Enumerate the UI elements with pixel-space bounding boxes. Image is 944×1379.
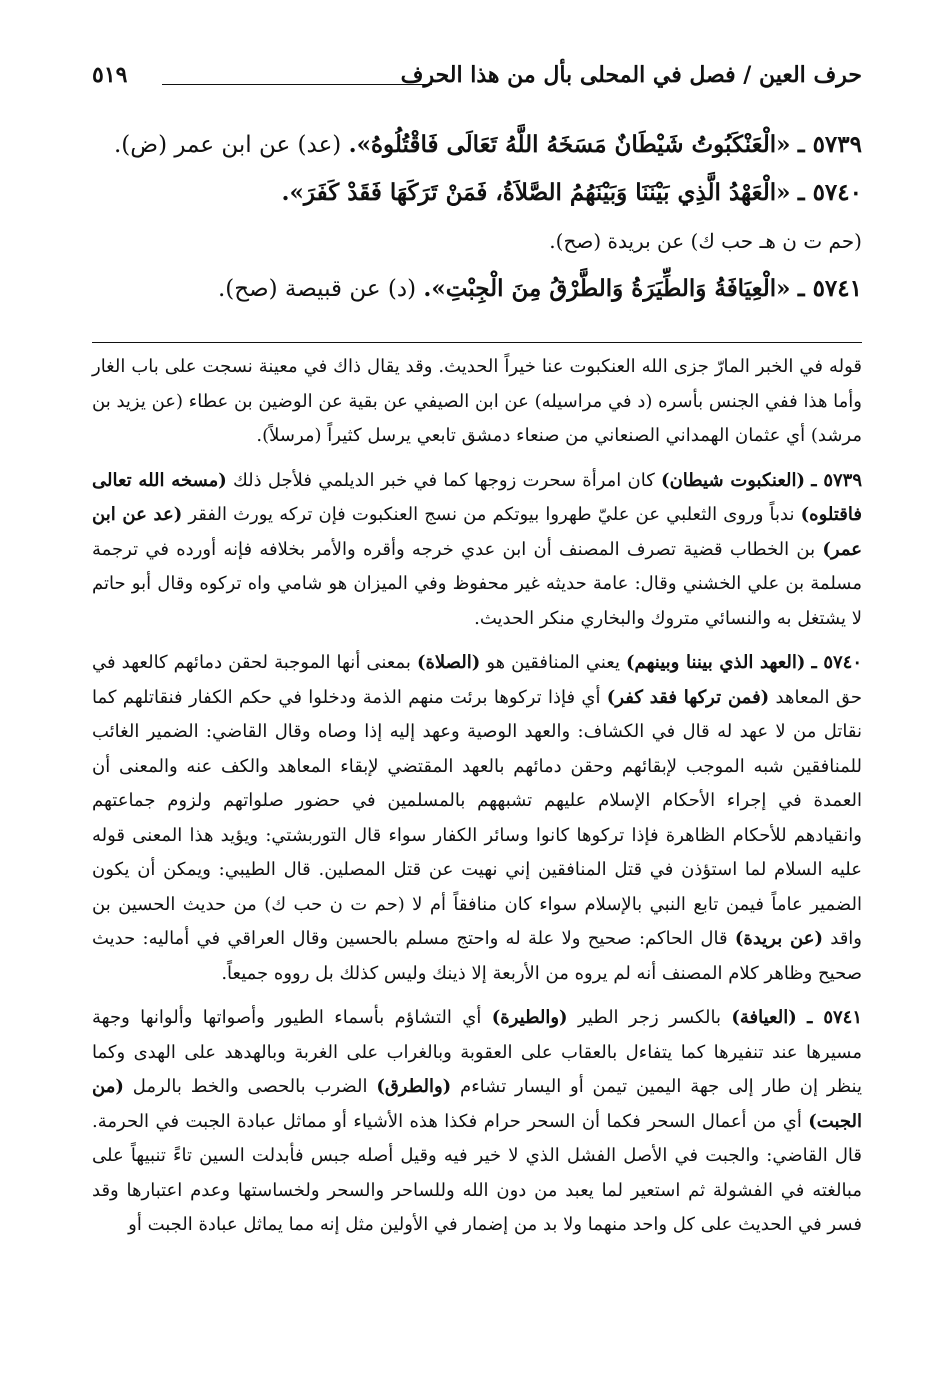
hadith-5740 — [92, 178, 862, 208]
commentary-number: ٥٧٤٠ ـ — [811, 652, 862, 673]
commentary-number: ٥٧٣٩ ـ — [811, 469, 862, 491]
commentary-5740 — [92, 646, 862, 991]
running-header — [92, 62, 862, 102]
hadith-number: ٥٧٤٠ ـ — [797, 179, 862, 206]
footnote-divider — [92, 342, 862, 343]
hadith-number: ٥٧٤١ ـ — [797, 275, 862, 302]
lemma: (العيافة) — [731, 1007, 797, 1028]
commentary-5741 — [92, 1001, 862, 1243]
header-title: حرف العين / فصل في المحلى بأل من هذا الحرف — [400, 62, 862, 88]
hadith-5740-source-line — [92, 226, 862, 256]
source-ref: (عن بريدة) — [734, 928, 823, 949]
source-ref: (عد عن ابن عمر) — [92, 504, 862, 560]
hadith-5741 — [92, 274, 862, 304]
commentary-text: أي من أعمال السحر فكما أن السحر حرام فكذا هذه الأشياء أو مماثل عبادة الجبت في الحرمة. قال القاضي: والجبت في الأصل الفشل الذي لا خير فيه وقيل أصله جبس فأبدلت السين تاءً تنبيهاً على مبالغته في الفشولة ثم استعير لما يعبد من دون الله وللساحر والسحر ولخساستها وعدم اعتبارها وقد فسر في الحديث على كل واحد منهما ولا بد من إضمار في الأولين مثل إنه مما يماثل عبادة الجبت أو — [92, 1110, 862, 1235]
lemma: (فمن تركها فقد كفر) — [606, 686, 770, 708]
commentary-text: يعني المنافقين هو — [486, 652, 620, 673]
commentary-text: قال الحاكم: صحيح ولا علة له واحتج مسلم بالحسين وقال العراقي في أماليه: حديث صحيح وظاهر كلام المصنف أنه لم يروه من الأربعة إلا ذينك وليس كذلك بل رووه جميعاً. — [92, 928, 862, 984]
commentary-number: ٥٧٤١ ـ — [807, 1007, 862, 1028]
hadith-source: (حم ت ن هـ حب ك) عن بريدة (صح). — [549, 229, 862, 253]
hadith-text: «الْعَهْدُ الَّذِي بَيْنَنَا وَبَيْنَهُمُ الصَّلاَةُ، فَمَنْ تَرَكَهَا فَقَدْ كَفَرَ». — [281, 179, 791, 206]
commentary-text: بالكسر زجر الطير — [577, 1007, 721, 1028]
commentary-5739 — [92, 464, 862, 637]
hadith-5739 — [92, 130, 862, 160]
lemma: (والطرق) — [376, 1076, 452, 1097]
header-rule — [162, 84, 432, 85]
commentary-text: أي فإذا تركوها برئت منهم الذمة ودخلوا في حكم الكفار فنقاتلهم كما نقاتل من لا عهد له قال في الكشاف: والعهد الوصية وعهد إليه إذا وصاه وقال القاضي: الضمير الغائب للمنافقين شبه الموجب لإبقائهم وحقن دمائهم بالعهد المقتضي لإبقاء المعاهد والكف عنه والمعنى أن العمدة في إجراء الأحكام الإسلام عليهم تشبههم بالمسلمين في حضور صلواتهم ولزوم جماعتهم وانقيادهم للأحكام الظاهرة فإذا تركوها كانوا وسائر الكفار سواء قال التوربشتي: ويؤيد هذا المعنى قوله عليه السلام لما استؤذن في قتل المنافقين إني نهيت عن قتل المصلين. قال الطيبي: ويمكن أن يكون الضمير عاماً فيمن تابع النبي بالإسلام سواء كان منافقاً أم لا (حم ت ن حب ك) من حديث الحسين بن واقد — [92, 686, 862, 949]
commentary-text: كان امرأة سحرت زوجها كما في خبر الديلمي فلأجل ذلك — [233, 469, 655, 491]
commentary-intro: قوله في الخبر المارّ جزى الله العنكبوت عنا خيراً الحديث. وقد يقال ذاك في معينة نسجت على باب الغار وأما هذا ففي الجنس بأسره (د في مراسيله) عن ابن الصيفي عن بقية عن الوضين بن عطاء (عن يزيد بن مرشد) أي عثمان الهمداني الصنعاني من صنعاء دمشق تابعي يرسل كثيراً (مرسلاً). — [92, 356, 862, 446]
commentary-text: ندباً وروى الثعلبي عن عليّ طهروا بيوتكم من نسج العنكبوت فإن تركه يورث الفقر — [188, 504, 795, 525]
lemma: (من الجبت) — [92, 1076, 862, 1132]
commentary-text: الضرب بالحصى والخط بالرمل — [132, 1076, 368, 1097]
lemma: (مسخه الله تعالى فاقتلوه) — [92, 469, 862, 525]
page-number: ٥١٩ — [92, 62, 128, 88]
hadith-block — [92, 130, 862, 322]
lemma: (العهد الذي بيننا وبينهم) — [626, 652, 806, 673]
commentary — [92, 350, 862, 1253]
hadith-source: (عد) عن ابن عمر (ض). — [113, 132, 342, 158]
lemma: (الصلاة) — [416, 652, 481, 673]
hadith-source: (د) عن قبيصة (صح). — [217, 276, 417, 302]
hadith-text: «الْعِيَافَةُ وَالطِّيَرَةُ وَالطَّرْقُ مِنَ الْجِبْتِ». — [423, 275, 791, 302]
commentary-text: بمعنى أنها الموجبة لحقن دمائهم كالعهد في حق المعاهد — [92, 652, 862, 708]
commentary-text: بن الخطاب قضية تصرف المصنف أن ابن عدي خرجه وأقره والأمر بخلافه فإنه أورده في ترجمة مسلمة بن علي الخشني وقال: عامة حديثه غير محفوظ وفي الميزان هو شامي واه تركوه وقال أبو حاتم لا يشتغل به والنسائي متروك والبخاري منكر الحديث. — [92, 538, 862, 629]
hadith-text: «الْعَنْكَبُوتُ شَيْطَانٌ مَسَخَهُ اللَّهُ تَعَالَى فَاقْتُلُوهُ». — [348, 131, 791, 158]
lemma: (والطيرة) — [491, 1007, 568, 1028]
lemma: (العنكبوت شيطان) — [661, 469, 806, 491]
hadith-number: ٥٧٣٩ ـ — [797, 131, 862, 158]
commentary-text: أي التشاؤم بأسماء الطيور وأصواتها وألوانها وجهة مسيرها عند تنفيرها كما يتفاءل بالعقاب على العقوبة وبالغراب على الغربة وبالهدهد على الهدى وكما ينظر إن طار إلى جهة اليمين تيمن أو اليسار تشاءم — [92, 1007, 862, 1097]
